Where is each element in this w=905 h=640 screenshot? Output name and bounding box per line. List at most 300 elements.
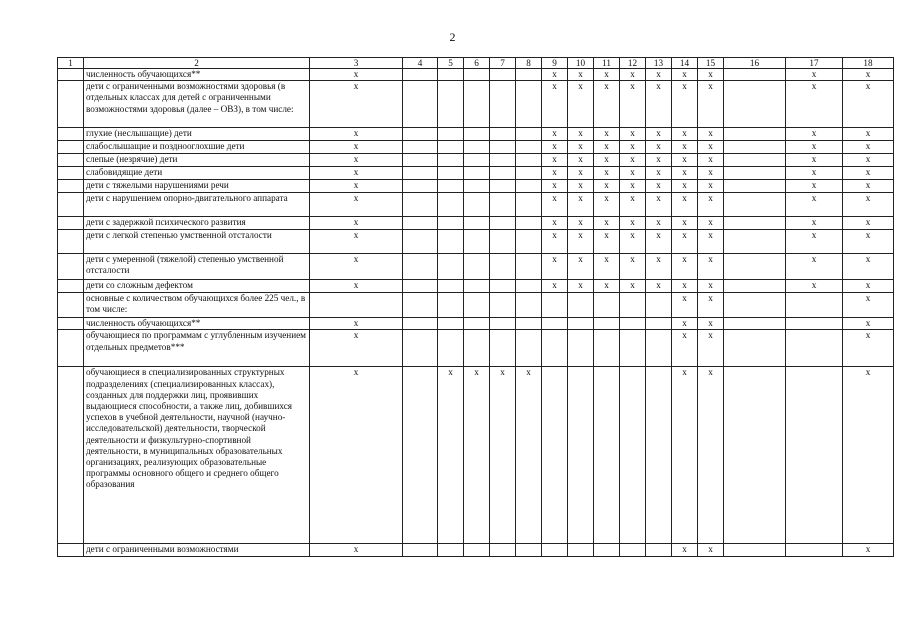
table-cell: x xyxy=(672,318,698,330)
table-row xyxy=(58,167,894,180)
table-cell xyxy=(438,318,464,330)
table-cell xyxy=(438,217,464,230)
table-cell xyxy=(516,128,542,141)
table-cell xyxy=(438,544,464,556)
table-cell: x xyxy=(620,280,646,293)
table-cell: x xyxy=(594,81,620,128)
table-cell: x xyxy=(672,367,698,544)
table-cell: x xyxy=(698,254,724,280)
row-label: дети с тяжелыми нарушениями речи xyxy=(84,180,310,193)
table-cell xyxy=(403,81,438,128)
table-cell xyxy=(464,217,490,230)
table-cell xyxy=(542,544,568,556)
table-cell xyxy=(724,254,786,280)
table-cell: x xyxy=(310,141,403,154)
table-row xyxy=(58,69,894,81)
table-cell: x xyxy=(698,81,724,128)
table-cell xyxy=(516,154,542,167)
table-cell: x xyxy=(594,230,620,254)
row-number-cell xyxy=(58,254,84,280)
table-cell: x xyxy=(310,330,403,367)
table-cell xyxy=(438,330,464,367)
table-cell: x xyxy=(542,217,568,230)
table-cell: x xyxy=(646,180,672,193)
table-cell xyxy=(786,293,843,318)
table-cell: x xyxy=(620,81,646,128)
table-cell xyxy=(464,69,490,81)
table-cell: x xyxy=(594,180,620,193)
table-cell xyxy=(438,254,464,280)
table-cell: x xyxy=(464,367,490,544)
table-cell xyxy=(438,128,464,141)
table-cell: x xyxy=(698,193,724,217)
table-cell xyxy=(724,318,786,330)
table-cell: x xyxy=(594,128,620,141)
table-cell: x xyxy=(310,367,403,544)
table-cell: x xyxy=(542,280,568,293)
table-cell: x xyxy=(786,280,843,293)
table-cell: x xyxy=(698,367,724,544)
table-cell xyxy=(568,330,594,367)
table-cell xyxy=(646,330,672,367)
column-header: 6 xyxy=(464,58,490,69)
table-cell: x xyxy=(843,180,894,193)
table-cell xyxy=(438,230,464,254)
table-cell: x xyxy=(542,167,568,180)
table-cell: x xyxy=(786,254,843,280)
table-cell: x xyxy=(843,330,894,367)
table-cell xyxy=(516,193,542,217)
table-cell: x xyxy=(568,254,594,280)
table-cell xyxy=(594,293,620,318)
table-row xyxy=(58,230,894,254)
table-cell xyxy=(724,167,786,180)
table-cell: x xyxy=(620,217,646,230)
table-cell xyxy=(403,330,438,367)
table-cell: x xyxy=(698,128,724,141)
row-number-cell xyxy=(58,141,84,154)
table-cell: x xyxy=(542,154,568,167)
data-table xyxy=(57,57,894,557)
column-header: 9 xyxy=(542,58,568,69)
column-header: 10 xyxy=(568,58,594,69)
table-cell xyxy=(516,280,542,293)
table-cell xyxy=(516,544,542,556)
table-cell: x xyxy=(620,167,646,180)
table-cell: x xyxy=(698,544,724,556)
row-number-cell xyxy=(58,230,84,254)
table-cell: x xyxy=(698,230,724,254)
table-cell xyxy=(724,81,786,128)
row-number-cell xyxy=(58,217,84,230)
column-header: 11 xyxy=(594,58,620,69)
table-cell: x xyxy=(568,167,594,180)
row-number-cell xyxy=(58,330,84,367)
table-cell: x xyxy=(310,544,403,556)
row-label: слабослышащие и позднооглохшие дети xyxy=(84,141,310,154)
row-number-cell xyxy=(58,154,84,167)
table-cell: x xyxy=(568,141,594,154)
table-cell xyxy=(438,81,464,128)
column-header: 17 xyxy=(786,58,843,69)
table-cell xyxy=(542,293,568,318)
table-cell: x xyxy=(698,217,724,230)
row-label: дети с задержкой психического развития xyxy=(84,217,310,230)
table-cell xyxy=(542,330,568,367)
table-cell xyxy=(403,180,438,193)
table-cell: x xyxy=(310,81,403,128)
table-row xyxy=(58,141,894,154)
header-row xyxy=(58,58,894,69)
table-cell xyxy=(516,230,542,254)
column-header: 14 xyxy=(672,58,698,69)
table-cell xyxy=(438,293,464,318)
table-cell: x xyxy=(490,367,516,544)
table-row xyxy=(58,280,894,293)
table-cell xyxy=(516,180,542,193)
table-cell: x xyxy=(542,193,568,217)
table-cell xyxy=(464,544,490,556)
row-label: слабовидящие дети xyxy=(84,167,310,180)
table-cell xyxy=(403,193,438,217)
table-cell: x xyxy=(672,193,698,217)
table-cell: x xyxy=(310,217,403,230)
table-cell xyxy=(403,154,438,167)
table-cell: x xyxy=(594,69,620,81)
table-cell: x xyxy=(646,154,672,167)
row-number-cell xyxy=(58,180,84,193)
row-label: обучающиеся по программам с углубленным изучением отдельных предметов*** xyxy=(84,330,310,367)
column-header: 5 xyxy=(438,58,464,69)
column-header: 13 xyxy=(646,58,672,69)
table-cell xyxy=(516,81,542,128)
table-cell: x xyxy=(646,141,672,154)
table-cell: x xyxy=(672,154,698,167)
table-cell xyxy=(594,330,620,367)
table-cell xyxy=(438,69,464,81)
row-label: дети с легкой степенью умственной отсталости xyxy=(84,230,310,254)
table-cell xyxy=(646,544,672,556)
table-cell: x xyxy=(698,154,724,167)
table-row xyxy=(58,318,894,330)
table-cell: x xyxy=(698,180,724,193)
row-number-cell xyxy=(58,167,84,180)
row-number-cell xyxy=(58,128,84,141)
table-cell xyxy=(568,544,594,556)
page-number: 2 xyxy=(449,30,456,44)
table-cell: x xyxy=(843,193,894,217)
table-cell xyxy=(464,128,490,141)
table-cell: x xyxy=(646,128,672,141)
row-label: дети с нарушением опорно-двигательного аппарата xyxy=(84,193,310,217)
table-cell xyxy=(490,193,516,217)
row-label: дети с ограниченными возможностями xyxy=(84,544,310,556)
table-cell xyxy=(403,544,438,556)
table-cell: x xyxy=(843,293,894,318)
table-cell xyxy=(403,254,438,280)
table-cell xyxy=(724,141,786,154)
table-cell: x xyxy=(568,69,594,81)
table-cell: x xyxy=(310,193,403,217)
table-cell xyxy=(464,141,490,154)
table-cell xyxy=(724,367,786,544)
table-cell: x xyxy=(786,141,843,154)
table-cell: x xyxy=(698,69,724,81)
table-cell: x xyxy=(672,69,698,81)
table-cell: x xyxy=(542,81,568,128)
table-cell: x xyxy=(843,141,894,154)
column-header: 2 xyxy=(84,58,310,69)
table-cell xyxy=(620,318,646,330)
table-cell xyxy=(490,217,516,230)
table-cell xyxy=(542,318,568,330)
table-cell xyxy=(516,293,542,318)
table-cell xyxy=(724,330,786,367)
table-cell: x xyxy=(786,128,843,141)
table-cell xyxy=(724,193,786,217)
table-cell: x xyxy=(568,180,594,193)
table-cell: x xyxy=(594,193,620,217)
table-cell: x xyxy=(620,230,646,254)
table-cell xyxy=(490,154,516,167)
table-cell: x xyxy=(310,128,403,141)
table-cell xyxy=(490,81,516,128)
table-cell xyxy=(786,367,843,544)
column-header: 12 xyxy=(620,58,646,69)
table-cell xyxy=(490,544,516,556)
table-cell: x xyxy=(620,180,646,193)
table-cell xyxy=(490,318,516,330)
table-row xyxy=(58,193,894,217)
table-cell xyxy=(490,180,516,193)
table-row xyxy=(58,180,894,193)
table-cell xyxy=(724,154,786,167)
row-label: слепые (незрячие) дети xyxy=(84,154,310,167)
table-cell: x xyxy=(843,217,894,230)
table-cell: x xyxy=(620,254,646,280)
table-row xyxy=(58,293,894,318)
table-cell: x xyxy=(786,217,843,230)
table-cell: x xyxy=(698,318,724,330)
column-header: 1 xyxy=(58,58,84,69)
row-number-cell xyxy=(58,193,84,217)
row-number-cell xyxy=(58,280,84,293)
row-label: численность обучающихся** xyxy=(84,69,310,81)
table-cell: x xyxy=(672,254,698,280)
table-cell: x xyxy=(594,141,620,154)
table-cell xyxy=(620,544,646,556)
table-cell: x xyxy=(698,293,724,318)
table-cell: x xyxy=(843,167,894,180)
row-label: дети со сложным дефектом xyxy=(84,280,310,293)
table-cell: x xyxy=(672,180,698,193)
table-cell xyxy=(464,330,490,367)
table-cell xyxy=(403,141,438,154)
table-cell xyxy=(646,367,672,544)
table-cell: x xyxy=(672,230,698,254)
table-cell: x xyxy=(843,318,894,330)
table-cell: x xyxy=(542,254,568,280)
table-cell xyxy=(490,167,516,180)
table-cell xyxy=(403,280,438,293)
table-cell: x xyxy=(594,154,620,167)
table-cell xyxy=(464,318,490,330)
table-cell xyxy=(490,330,516,367)
table-cell: x xyxy=(620,141,646,154)
table-row xyxy=(58,254,894,280)
table-cell: x xyxy=(620,193,646,217)
table-cell: x xyxy=(646,280,672,293)
table-cell xyxy=(490,280,516,293)
table-cell: x xyxy=(672,141,698,154)
column-header: 3 xyxy=(310,58,403,69)
table-cell xyxy=(403,318,438,330)
table-cell xyxy=(786,330,843,367)
table-cell: x xyxy=(620,69,646,81)
table-cell: x xyxy=(568,81,594,128)
table-cell xyxy=(490,128,516,141)
table-cell: x xyxy=(786,69,843,81)
table-cell xyxy=(620,367,646,544)
table-cell xyxy=(403,167,438,180)
table-cell: x xyxy=(646,254,672,280)
table-cell xyxy=(403,230,438,254)
table-cell: x xyxy=(786,180,843,193)
table-cell: x xyxy=(786,81,843,128)
table-cell: x xyxy=(646,230,672,254)
table-cell: x xyxy=(698,167,724,180)
table-cell: x xyxy=(568,154,594,167)
table-cell: x xyxy=(542,69,568,81)
table-cell xyxy=(724,128,786,141)
table-cell xyxy=(464,280,490,293)
row-label: дети с ограниченными возможностями здоровья (в отдельных классах для детей с ограниченными возможностями здоровья (далее – ОВЗ), в том числе: xyxy=(84,81,310,128)
table-cell: x xyxy=(568,128,594,141)
column-header: 16 xyxy=(724,58,786,69)
table-cell: x xyxy=(542,141,568,154)
row-number-cell xyxy=(58,293,84,318)
table-cell xyxy=(464,230,490,254)
table-cell: x xyxy=(786,193,843,217)
table-cell: x xyxy=(698,280,724,293)
table-cell xyxy=(438,141,464,154)
table-cell xyxy=(310,293,403,318)
table-cell: x xyxy=(843,280,894,293)
table-cell xyxy=(464,293,490,318)
table-row xyxy=(58,367,894,544)
table-cell xyxy=(568,318,594,330)
table-row xyxy=(58,544,894,556)
row-label: основные с количеством обучающихся более 225 чел., в том числе: xyxy=(84,293,310,318)
table-cell xyxy=(438,167,464,180)
table-cell xyxy=(464,193,490,217)
table-cell: x xyxy=(310,69,403,81)
table-cell xyxy=(724,280,786,293)
table-cell xyxy=(516,141,542,154)
column-header: 15 xyxy=(698,58,724,69)
table-cell xyxy=(438,193,464,217)
table-cell xyxy=(490,293,516,318)
table-cell: x xyxy=(310,167,403,180)
table-cell xyxy=(490,254,516,280)
table-cell: x xyxy=(672,81,698,128)
table-cell: x xyxy=(672,217,698,230)
table-cell xyxy=(646,293,672,318)
table-cell: x xyxy=(672,293,698,318)
table-cell: x xyxy=(594,254,620,280)
table-cell: x xyxy=(542,230,568,254)
table-cell: x xyxy=(843,69,894,81)
table-cell xyxy=(464,154,490,167)
table-cell: x xyxy=(843,367,894,544)
table-cell xyxy=(724,180,786,193)
table-cell: x xyxy=(310,318,403,330)
row-label: глухие (неслышащие) дети xyxy=(84,128,310,141)
column-header: 8 xyxy=(516,58,542,69)
table-cell xyxy=(438,180,464,193)
table-cell xyxy=(786,544,843,556)
table-cell: x xyxy=(672,544,698,556)
table-cell xyxy=(786,318,843,330)
table-cell: x xyxy=(310,154,403,167)
table-cell: x xyxy=(310,180,403,193)
table-cell: x xyxy=(786,230,843,254)
table-row xyxy=(58,217,894,230)
table-cell: x xyxy=(542,180,568,193)
table-cell xyxy=(724,69,786,81)
table-cell: x xyxy=(594,167,620,180)
table-cell: x xyxy=(568,193,594,217)
table-cell: x xyxy=(843,81,894,128)
table-cell: x xyxy=(786,154,843,167)
table-cell: x xyxy=(568,230,594,254)
table-cell xyxy=(594,544,620,556)
table-cell xyxy=(516,318,542,330)
table-cell xyxy=(516,69,542,81)
table-cell xyxy=(594,367,620,544)
table-cell: x xyxy=(646,69,672,81)
table-cell xyxy=(490,141,516,154)
table-cell xyxy=(438,280,464,293)
table-cell: x xyxy=(672,167,698,180)
table-cell xyxy=(464,167,490,180)
table-row xyxy=(58,154,894,167)
table-cell: x xyxy=(672,280,698,293)
row-number-cell xyxy=(58,81,84,128)
table-cell xyxy=(490,230,516,254)
row-label: обучающиеся в специализированных структурных подразделениях (специализированных классах), созданных для поддержки лиц, проявивших выдающиеся способности, а также лиц, добившихся успехов в учебной деятельности, научной (научно-исследовательской) деятельности, творческой деятельности и физкультурно-спортивной деятельности, в муниципальных образовательных организациях, реализующих образовательные программы основного общего и среднего общего образования xyxy=(84,367,310,544)
table-cell xyxy=(464,180,490,193)
table-cell: x xyxy=(672,330,698,367)
table-row xyxy=(58,128,894,141)
table-cell xyxy=(403,128,438,141)
table-cell xyxy=(542,367,568,544)
table-cell xyxy=(403,217,438,230)
table-cell xyxy=(516,330,542,367)
table-cell: x xyxy=(646,217,672,230)
table-cell: x xyxy=(698,330,724,367)
table-cell: x xyxy=(310,254,403,280)
table-cell: x xyxy=(786,167,843,180)
table-cell: x xyxy=(594,217,620,230)
table-cell: x xyxy=(438,367,464,544)
table-cell xyxy=(490,69,516,81)
table-cell xyxy=(724,217,786,230)
table-cell xyxy=(516,254,542,280)
table-cell: x xyxy=(516,367,542,544)
table-cell: x xyxy=(568,280,594,293)
column-header: 18 xyxy=(843,58,894,69)
